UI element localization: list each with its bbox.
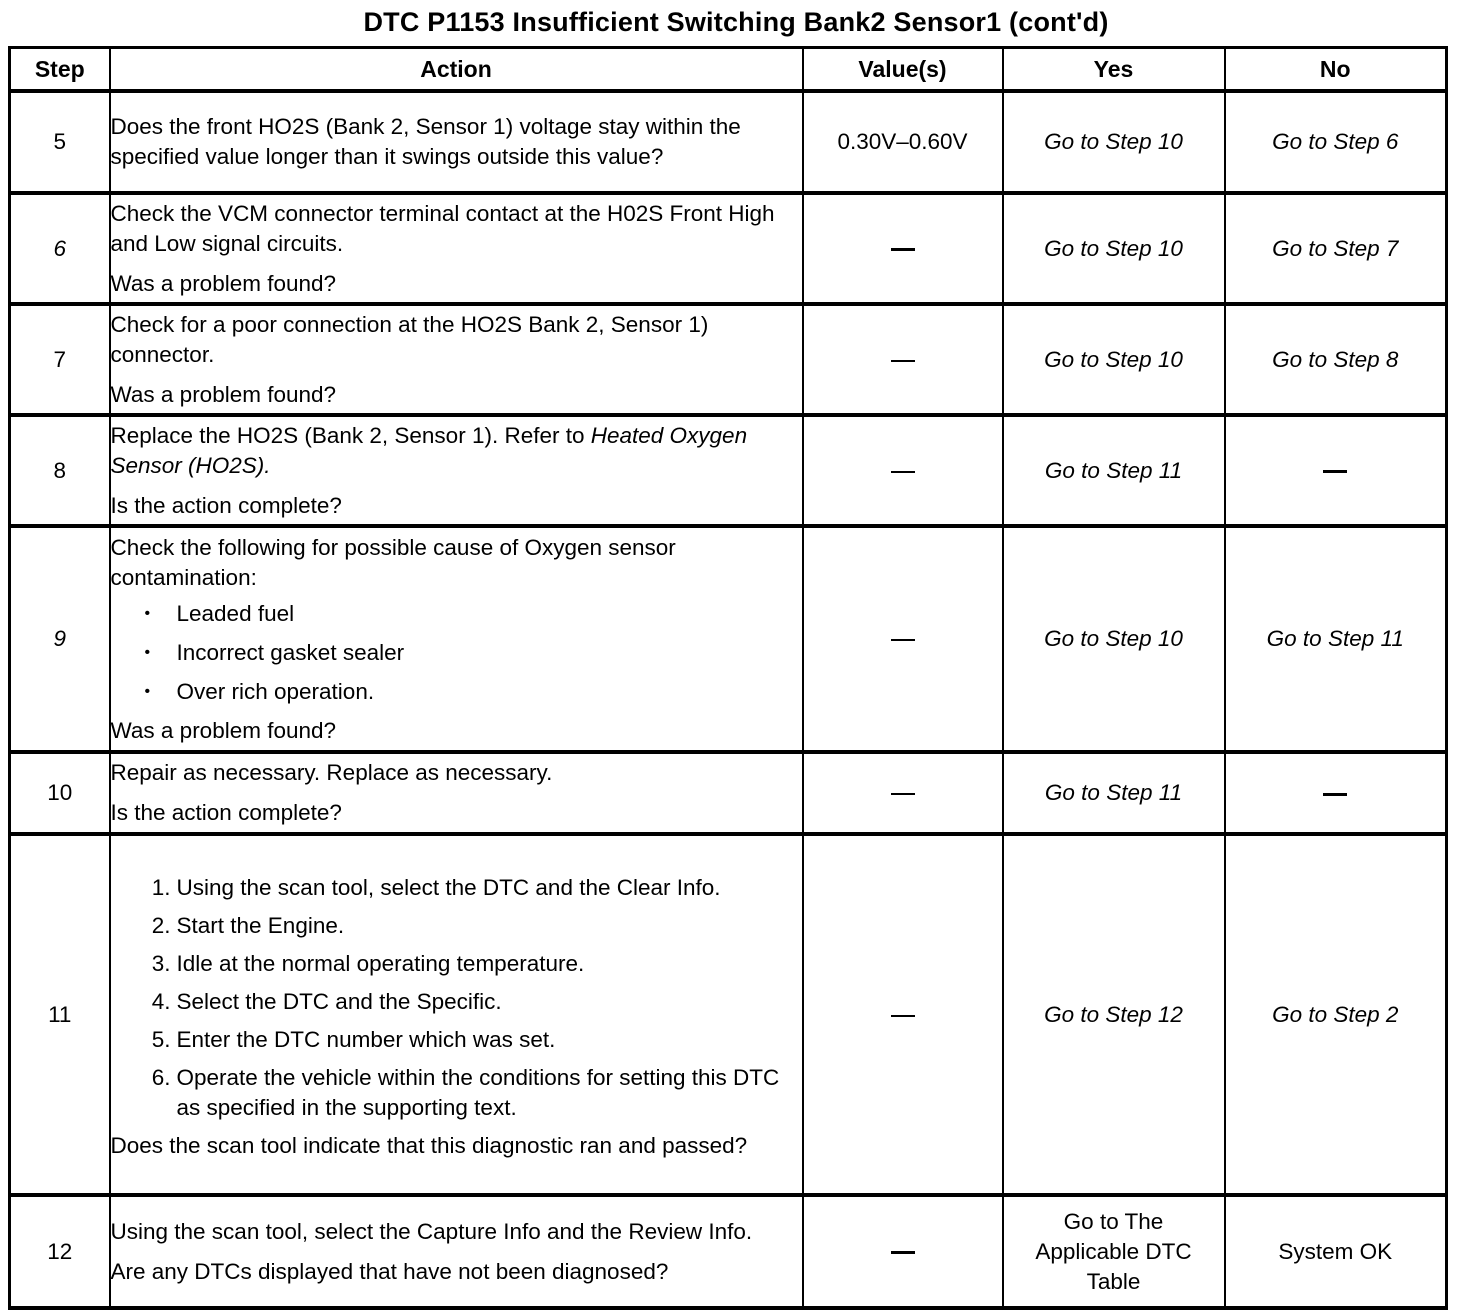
list-item-text: Select the DTC and the Specific. [176, 988, 502, 1014]
action-text: Repair as necessary. Replace as necessary. [110, 760, 553, 785]
action-text-prefix: Replace the HO2S (Bank 2, Sensor 1). Refer to [110, 422, 591, 448]
value-cell [803, 304, 1003, 415]
header-yes: Yes [1003, 48, 1225, 92]
dash-icon [891, 1251, 915, 1254]
yes-cell: Go to Step 12 [1003, 834, 1225, 1195]
value-cell [803, 834, 1003, 1195]
list-item-text: Start the Engine. [176, 912, 345, 938]
value-cell [803, 193, 1003, 304]
yes-cell: Go to Step 10 [1003, 91, 1225, 193]
header-action: Action [110, 48, 803, 92]
no-cell [1225, 415, 1447, 526]
dash-icon [891, 360, 915, 362]
action-question: Are any DTCs displayed that have not been diagnosed? [110, 1258, 669, 1284]
action-cell [110, 91, 803, 193]
action-cell [110, 526, 803, 752]
action-cell [110, 193, 803, 304]
step-number: 9 [10, 526, 110, 752]
step-number: 11 [10, 834, 110, 1195]
header-step: Step [10, 48, 110, 92]
table-row [10, 415, 1447, 526]
procedure-list [111, 873, 802, 1123]
value-cell [803, 415, 1003, 526]
no-cell: System OK [1225, 1195, 1447, 1308]
table-row [10, 834, 1447, 1195]
no-cell: Go to Step 6 [1225, 91, 1447, 193]
value-cell [803, 526, 1003, 752]
dtc-table [8, 46, 1448, 1310]
action-reference: Heated Oxygen Sensor (HO2S). [110, 422, 748, 478]
list-item-text: Idle at the normal operating temperature. [176, 950, 585, 976]
yes-cell: Go to Step 10 [1003, 304, 1225, 415]
dash-icon [1323, 793, 1347, 796]
header-no: No [1225, 48, 1447, 92]
value-cell [803, 752, 1003, 834]
table-row [10, 91, 1447, 193]
list-item-number: 4. [151, 988, 171, 1014]
yes-cell: Go to Step 11 [1003, 752, 1225, 834]
no-cell: Go to Step 7 [1225, 193, 1447, 304]
action-text: Using the scan tool, select the Capture Info and the Review Info. [110, 1218, 753, 1244]
list-item: • Leaded fuel [145, 599, 802, 629]
list-item-text: Using the scan tool, select the DTC and the Clear Info. [176, 874, 721, 900]
list-item-number: 6. [151, 1064, 171, 1090]
list-item [133, 873, 802, 903]
yes-cell: Go to Step 10 [1003, 193, 1225, 304]
page-title: DTC P1153 Insufficient Switching Bank2 Sensor1 (cont'd) [363, 7, 1109, 37]
action-text: Check the VCM connector terminal contact at the H02S Front High and Low signal circuits. [110, 200, 775, 256]
action-question: Was a problem found? [110, 381, 337, 407]
action-text: Check for a poor connection at the HO2S Bank 2, Sensor 1) connector. [110, 311, 709, 367]
table-row [10, 1195, 1447, 1308]
table-row [10, 526, 1447, 752]
step-number: 6 [10, 193, 110, 304]
list-item-number: 2. [151, 912, 171, 938]
step-number: 7 [10, 304, 110, 415]
list-item-text: Operate the vehicle within the conditions for setting this DTC as specified in the supporting text. [176, 1064, 780, 1120]
action-question: Was a problem found? [110, 717, 337, 743]
action-cell [110, 752, 803, 834]
cause-list [111, 599, 802, 707]
action-text [111, 421, 802, 481]
list-item-number: 1. [151, 874, 171, 900]
action-cell [110, 415, 803, 526]
list-item [133, 1063, 802, 1123]
no-cell: Go to Step 2 [1225, 834, 1447, 1195]
list-item [133, 911, 802, 941]
value-cell [803, 1195, 1003, 1308]
no-cell [1225, 752, 1447, 834]
dash-icon [891, 793, 915, 795]
action-question: Does the scan tool indicate that this diagnostic ran and passed? [110, 1132, 748, 1158]
step-number: 8 [10, 415, 110, 526]
action-cell [110, 304, 803, 415]
list-item: • Over rich operation. [145, 677, 802, 707]
yes-cell: Go to Step 11 [1003, 415, 1225, 526]
action-text: Does the front HO2S (Bank 2, Sensor 1) voltage stay within the specified value longer than it swings outside this value? [110, 114, 741, 169]
list-item: • Incorrect gasket sealer [145, 638, 802, 668]
dash-icon [1323, 470, 1347, 473]
table-header-row [10, 48, 1447, 92]
list-item [133, 987, 802, 1017]
list-item-number: 5. [151, 1026, 171, 1052]
table-row [10, 752, 1447, 834]
value-cell: 0.30V–0.60V [803, 91, 1003, 193]
action-cell [110, 1195, 803, 1308]
action-text: Check the following for possible cause of Oxygen sensor contamination: [110, 534, 676, 590]
dash-icon [891, 248, 915, 251]
header-values: Value(s) [803, 48, 1003, 92]
action-question: Is the action complete? [110, 800, 342, 825]
step-number: 12 [10, 1195, 110, 1308]
list-item-text: Enter the DTC number which was set. [176, 1026, 556, 1052]
dash-icon [891, 1015, 915, 1017]
action-question: Is the action complete? [110, 492, 342, 518]
no-cell: Go to Step 8 [1225, 304, 1447, 415]
list-item-number: 3. [151, 950, 171, 976]
yes-cell: Go to Step 10 [1003, 526, 1225, 752]
step-number: 5 [10, 91, 110, 193]
dash-icon [891, 639, 915, 641]
table-row [10, 304, 1447, 415]
step-number: 10 [10, 752, 110, 834]
no-cell: Go to Step 11 [1225, 526, 1447, 752]
action-question: Was a problem found? [110, 270, 337, 296]
action-cell [110, 834, 803, 1195]
list-item [133, 949, 802, 979]
dash-icon [891, 471, 915, 473]
table-row [10, 193, 1447, 304]
list-item [133, 1025, 802, 1055]
yes-cell: Go to The Applicable DTC Table [1003, 1195, 1225, 1308]
